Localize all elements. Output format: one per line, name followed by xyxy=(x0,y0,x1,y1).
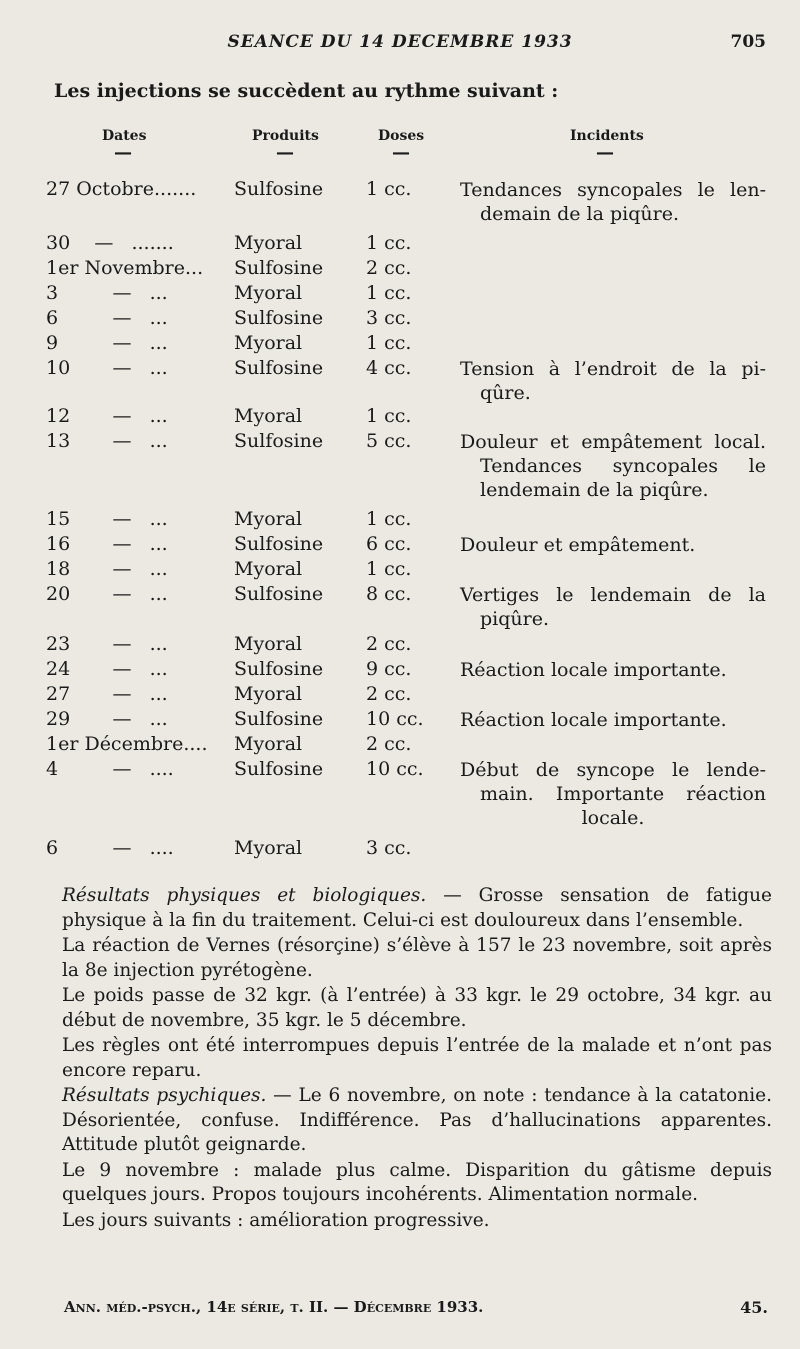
table-row xyxy=(0,257,800,283)
table-row xyxy=(0,430,800,501)
row-date: 16 — ... xyxy=(46,533,168,555)
table-row xyxy=(0,658,800,684)
paragraph xyxy=(62,1159,772,1208)
row-product: Sulfosine xyxy=(234,357,324,379)
footer-citation: Ann. méd.-psych., 14e série, t. II. — Décembre 1933. xyxy=(64,1298,484,1316)
incident-line: main. Importante réaction xyxy=(480,783,766,805)
table-row xyxy=(0,508,800,534)
row-date: 12 — ... xyxy=(46,405,168,427)
paragraph-lead: Résultats physiques et biologiques. xyxy=(62,885,427,906)
column-dash: — xyxy=(276,142,294,163)
row-date: 20 — ... xyxy=(46,583,168,605)
incident-line: lendemain de la piqûre. xyxy=(480,479,709,501)
paragraph-text: Le 9 novembre : malade plus calme. Disparition du gâtisme depuis quelques jours. Propos toujours incohérents. Alimentation normale. xyxy=(62,1159,772,1205)
row-dose: 2 cc. xyxy=(366,683,412,705)
row-product: Myoral xyxy=(234,405,303,427)
column-header-dates: Dates xyxy=(102,128,147,144)
row-date: 27 — ... xyxy=(46,683,168,705)
row-product: Sulfosine xyxy=(234,430,324,452)
row-dose: 10 cc. xyxy=(366,758,424,780)
row-dose: 6 cc. xyxy=(366,533,412,555)
footer-signature: 45. xyxy=(740,1298,768,1317)
table-row xyxy=(0,533,800,559)
paragraph xyxy=(62,934,772,983)
table-row xyxy=(0,733,800,759)
row-dose: 2 cc. xyxy=(366,733,412,755)
row-date: 6 — .... xyxy=(46,837,174,859)
row-date: 29 — ... xyxy=(46,708,168,730)
row-dose: 1 cc. xyxy=(366,282,412,304)
incident-line: Vertiges le lendemain de la xyxy=(460,584,766,606)
row-date: 27 Octobre....... xyxy=(46,178,197,200)
row-dose: 3 cc. xyxy=(366,837,412,859)
row-product: Sulfosine xyxy=(234,307,324,329)
paragraph-text: — Grosse sensation de fatigue physique à la fin du traitement. Celui-ci est douloureux dans l’ensemble. xyxy=(62,885,773,931)
row-date: 4 — .... xyxy=(46,758,174,780)
column-header-incidents: Incidents xyxy=(570,128,644,144)
row-date: 18 — ... xyxy=(46,558,168,580)
table-row xyxy=(0,758,800,829)
row-product: Myoral xyxy=(234,633,303,655)
incident-line: qûre. xyxy=(480,382,531,404)
row-date: 10 — ... xyxy=(46,357,168,379)
paragraph-text: — Le 6 novembre, on note : tendance à la catatonie. Désorientée, confuse. Indifférence. Pas d’hallucinations apparentes. Attitude plutôt geignarde. xyxy=(62,1085,772,1155)
intro-text: Les injections se succèdent au rythme suivant : xyxy=(54,80,559,102)
row-product: Sulfosine xyxy=(234,758,324,780)
paragraph xyxy=(62,1034,772,1083)
table-row xyxy=(0,633,800,659)
row-product: Sulfosine xyxy=(234,178,324,200)
row-date: 13 — ... xyxy=(46,430,168,452)
row-dose: 4 cc. xyxy=(366,357,412,379)
table-row xyxy=(0,307,800,333)
running-header: SEANCE DU 14 DECEMBRE 1933 xyxy=(227,32,573,52)
row-dose: 2 cc. xyxy=(366,633,412,655)
paragraph xyxy=(62,984,772,1033)
incident-line: Tendances syncopales le len- xyxy=(460,179,766,201)
row-product: Sulfosine xyxy=(234,533,324,555)
page-footer xyxy=(64,1298,768,1316)
row-product: Myoral xyxy=(234,683,303,705)
column-dash: — xyxy=(114,142,132,163)
row-date: 23 — ... xyxy=(46,633,168,655)
table-row xyxy=(0,837,800,863)
table-row xyxy=(0,282,800,308)
row-product: Sulfosine xyxy=(234,708,324,730)
row-dose: 5 cc. xyxy=(366,430,412,452)
paragraph-text: Les jours suivants : amélioration progressive. xyxy=(62,1209,490,1231)
row-date: 15 — ... xyxy=(46,508,168,530)
column-dash: — xyxy=(392,142,410,163)
table-row xyxy=(0,332,800,358)
row-date: 3 — ... xyxy=(46,282,168,304)
row-date: 1er Novembre... xyxy=(46,257,204,279)
row-date: 24 — ... xyxy=(46,658,168,680)
row-product: Myoral xyxy=(234,837,303,859)
row-incident xyxy=(460,533,766,557)
row-incident xyxy=(460,430,766,502)
row-incident xyxy=(460,708,766,732)
row-product: Sulfosine xyxy=(234,257,324,279)
row-product: Myoral xyxy=(234,232,303,254)
incident-line: Douleur et empâtement local. xyxy=(460,431,766,453)
row-incident xyxy=(460,583,766,631)
row-incident xyxy=(460,758,766,830)
column-header-doses: Doses xyxy=(378,128,425,144)
row-product: Myoral xyxy=(234,558,303,580)
table-row xyxy=(0,558,800,584)
table-row xyxy=(0,232,800,258)
row-dose: 3 cc. xyxy=(366,307,412,329)
row-dose: 1 cc. xyxy=(366,508,412,530)
row-dose: 1 cc. xyxy=(366,558,412,580)
paragraph-text: Le poids passe de 32 kgr. (à l’entrée) à 33 kgr. le 29 octobre, 34 kgr. au début de novembre, 35 kgr. le 5 décembre. xyxy=(62,985,772,1031)
column-header-produits: Produits xyxy=(252,128,319,144)
column-dash: — xyxy=(596,142,614,163)
body-text xyxy=(62,884,772,1234)
paragraph xyxy=(62,1084,772,1158)
incident-line: Tendances syncopales le xyxy=(480,455,766,477)
row-dose: 2 cc. xyxy=(366,257,412,279)
row-dose: 1 cc. xyxy=(366,178,412,200)
row-dose: 1 cc. xyxy=(366,232,412,254)
row-product: Myoral xyxy=(234,733,303,755)
row-product: Myoral xyxy=(234,282,303,304)
incident-line: Douleur et empâtement. xyxy=(460,534,696,556)
paragraph xyxy=(62,1209,772,1234)
incident-line: Tension à l’endroit de la pi- xyxy=(460,358,766,380)
table-row xyxy=(0,683,800,709)
table-row xyxy=(0,708,800,734)
incident-line: piqûre. xyxy=(480,608,550,630)
row-incident xyxy=(460,357,766,405)
row-dose: 1 cc. xyxy=(366,332,412,354)
row-date: 1er Décembre.... xyxy=(46,733,208,755)
paragraph-lead: Résultats psychiques. xyxy=(62,1085,267,1106)
row-date: 9 — ... xyxy=(46,332,168,354)
row-incident xyxy=(460,178,766,226)
table-row xyxy=(0,405,800,431)
incident-line: Réaction locale importante. xyxy=(460,659,727,681)
page-number: 705 xyxy=(730,32,766,52)
table-row xyxy=(0,357,800,404)
row-product: Myoral xyxy=(234,508,303,530)
table-row xyxy=(0,178,800,225)
table-row xyxy=(0,583,800,630)
row-product: Sulfosine xyxy=(234,658,324,680)
incident-line: Début de syncope le lende- xyxy=(460,759,766,781)
row-date: 6 — ... xyxy=(46,307,168,329)
row-dose: 9 cc. xyxy=(366,658,412,680)
incident-line: Réaction locale importante. xyxy=(460,709,727,731)
row-dose: 8 cc. xyxy=(366,583,412,605)
row-product: Myoral xyxy=(234,332,303,354)
paragraph-text: Les règles ont été interrompues depuis l’entrée de la malade et n’ont pas encore reparu. xyxy=(62,1035,772,1081)
row-dose: 10 cc. xyxy=(366,708,424,730)
incident-line: demain de la piqûre. xyxy=(480,203,679,225)
paragraph xyxy=(62,884,772,933)
incident-line: locale. xyxy=(581,807,645,829)
row-product: Sulfosine xyxy=(234,583,324,605)
row-date: 30 — ....... xyxy=(46,232,174,254)
row-incident xyxy=(460,658,766,682)
paragraph-text: La réaction de Vernes (résorçine) s’élève à 157 le 23 novembre, soit après la 8e injection pyrétogène. xyxy=(62,935,772,981)
row-dose: 1 cc. xyxy=(366,405,412,427)
